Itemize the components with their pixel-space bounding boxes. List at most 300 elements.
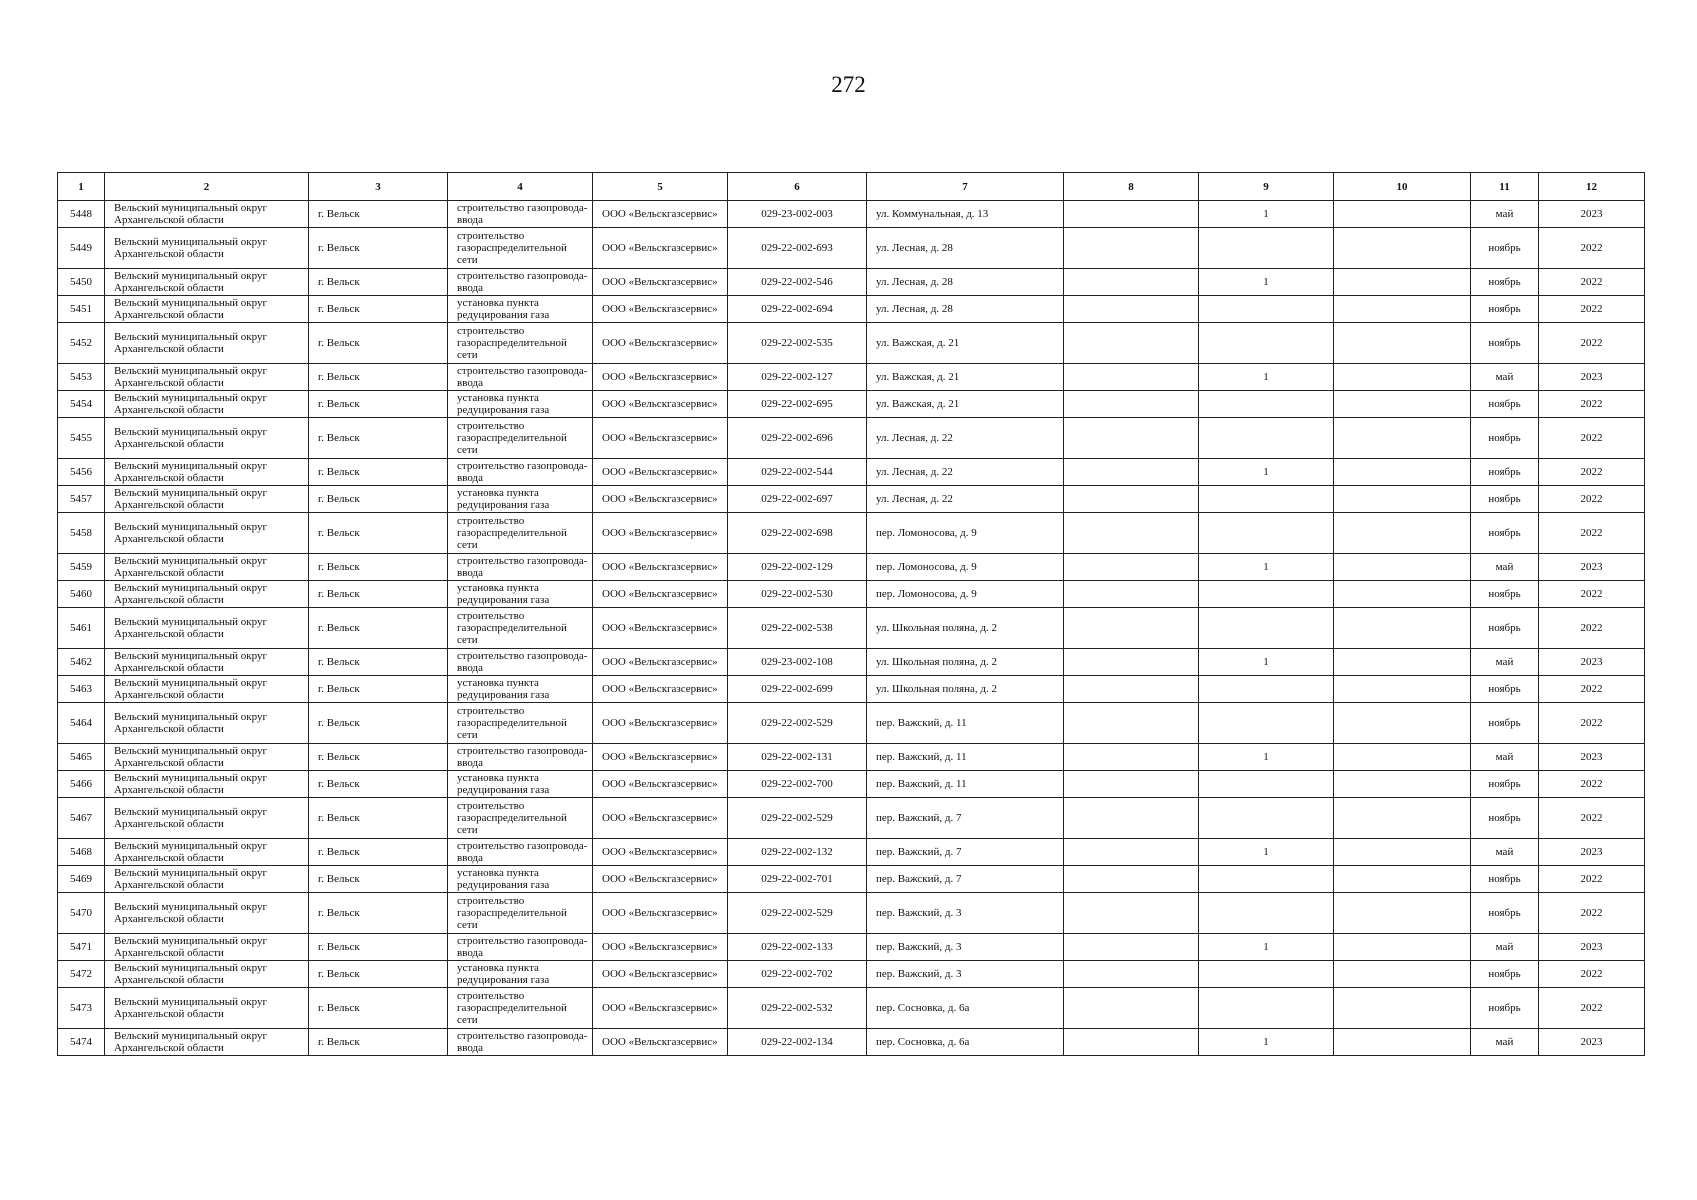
table-row: [58, 269, 1645, 296]
settlement-cell: г. Вельск: [309, 703, 448, 744]
column-8-cell: [1064, 649, 1199, 676]
year-cell: 2022: [1539, 771, 1645, 798]
work-type-cell: строительство газопровода-ввода: [448, 1029, 593, 1056]
address-cell: пер. Важский, д. 11: [867, 771, 1064, 798]
organization-cell: ООО «Вельскгазсервис»: [593, 703, 728, 744]
column-9-cell: [1199, 581, 1334, 608]
object-code-cell: 029-22-002-532: [728, 988, 867, 1029]
column-header: 11: [1471, 173, 1539, 201]
year-cell: 2022: [1539, 676, 1645, 703]
row-number-cell: 5450: [58, 269, 105, 296]
column-8-cell: [1064, 269, 1199, 296]
row-number-cell: 5457: [58, 486, 105, 513]
object-code-cell: 029-22-002-535: [728, 323, 867, 364]
work-type-cell: установка пункта редуцирования газа: [448, 771, 593, 798]
address-cell: пер. Важский, д. 11: [867, 744, 1064, 771]
row-number-cell: 5449: [58, 228, 105, 269]
column-9-cell: [1199, 988, 1334, 1029]
column-9-cell: 1: [1199, 364, 1334, 391]
column-9-cell: 1: [1199, 459, 1334, 486]
address-cell: пер. Важский, д. 3: [867, 893, 1064, 934]
table-row: [58, 771, 1645, 798]
year-cell: 2022: [1539, 988, 1645, 1029]
column-9-cell: 1: [1199, 649, 1334, 676]
organization-cell: ООО «Вельскгазсервис»: [593, 554, 728, 581]
column-9-cell: [1199, 228, 1334, 269]
object-code-cell: 029-22-002-127: [728, 364, 867, 391]
row-number-cell: 5468: [58, 839, 105, 866]
object-code-cell: 029-22-002-701: [728, 866, 867, 893]
organization-cell: ООО «Вельскгазсервис»: [593, 486, 728, 513]
year-cell: 2022: [1539, 798, 1645, 839]
table-row: [58, 391, 1645, 418]
work-type-cell: строительство газораспределительной сети: [448, 988, 593, 1029]
organization-cell: ООО «Вельскгазсервис»: [593, 744, 728, 771]
row-number-cell: 5455: [58, 418, 105, 459]
table-row: [58, 554, 1645, 581]
column-8-cell: [1064, 296, 1199, 323]
address-cell: ул. Школьная поляна, д. 2: [867, 608, 1064, 649]
table-row: [58, 744, 1645, 771]
year-cell: 2022: [1539, 323, 1645, 364]
municipality-cell: Вельский муниципальный округ Архангельской области: [105, 771, 309, 798]
column-8-cell: [1064, 839, 1199, 866]
object-code-cell: 029-22-002-694: [728, 296, 867, 323]
month-cell: ноябрь: [1471, 459, 1539, 486]
column-10-cell: [1334, 676, 1471, 703]
column-8-cell: [1064, 581, 1199, 608]
month-cell: май: [1471, 839, 1539, 866]
row-number-cell: 5474: [58, 1029, 105, 1056]
column-8-cell: [1064, 418, 1199, 459]
column-8-cell: [1064, 988, 1199, 1029]
column-10-cell: [1334, 771, 1471, 798]
table-row: [58, 418, 1645, 459]
column-9-cell: [1199, 391, 1334, 418]
month-cell: май: [1471, 649, 1539, 676]
object-code-cell: 029-22-002-538: [728, 608, 867, 649]
month-cell: ноябрь: [1471, 893, 1539, 934]
settlement-cell: г. Вельск: [309, 608, 448, 649]
address-cell: пер. Важский, д. 3: [867, 934, 1064, 961]
settlement-cell: г. Вельск: [309, 839, 448, 866]
table-row: [58, 893, 1645, 934]
column-9-cell: 1: [1199, 269, 1334, 296]
municipality-cell: Вельский муниципальный округ Архангельской области: [105, 418, 309, 459]
table-row: [58, 676, 1645, 703]
month-cell: ноябрь: [1471, 296, 1539, 323]
settlement-cell: г. Вельск: [309, 961, 448, 988]
table-row: [58, 649, 1645, 676]
municipality-cell: Вельский муниципальный округ Архангельской области: [105, 554, 309, 581]
address-cell: пер. Важский, д. 3: [867, 961, 1064, 988]
object-code-cell: 029-22-002-129: [728, 554, 867, 581]
column-10-cell: [1334, 391, 1471, 418]
work-type-cell: строительство газораспределительной сети: [448, 798, 593, 839]
municipality-cell: Вельский муниципальный округ Архангельской области: [105, 364, 309, 391]
address-cell: пер. Важский, д. 7: [867, 866, 1064, 893]
municipality-cell: Вельский муниципальный округ Архангельской области: [105, 581, 309, 608]
month-cell: ноябрь: [1471, 323, 1539, 364]
year-cell: 2022: [1539, 866, 1645, 893]
column-8-cell: [1064, 554, 1199, 581]
year-cell: 2022: [1539, 418, 1645, 459]
year-cell: 2023: [1539, 649, 1645, 676]
column-8-cell: [1064, 486, 1199, 513]
work-type-cell: строительство газопровода-ввода: [448, 269, 593, 296]
address-cell: пер. Важский, д. 11: [867, 703, 1064, 744]
municipality-cell: Вельский муниципальный округ Архангельской области: [105, 961, 309, 988]
organization-cell: ООО «Вельскгазсервис»: [593, 269, 728, 296]
table-row: [58, 364, 1645, 391]
month-cell: ноябрь: [1471, 771, 1539, 798]
object-code-cell: 029-22-002-529: [728, 798, 867, 839]
column-header: 10: [1334, 173, 1471, 201]
address-cell: ул. Лесная, д. 28: [867, 269, 1064, 296]
year-cell: 2023: [1539, 744, 1645, 771]
address-cell: ул. Коммунальная, д. 13: [867, 201, 1064, 228]
work-type-cell: строительство газопровода-ввода: [448, 839, 593, 866]
address-cell: ул. Школьная поляна, д. 2: [867, 649, 1064, 676]
settlement-cell: г. Вельск: [309, 934, 448, 961]
table-row: [58, 703, 1645, 744]
column-header: 1: [58, 173, 105, 201]
column-9-cell: [1199, 961, 1334, 988]
year-cell: 2022: [1539, 703, 1645, 744]
column-9-cell: [1199, 323, 1334, 364]
table-row: [58, 608, 1645, 649]
month-cell: май: [1471, 554, 1539, 581]
column-10-cell: [1334, 744, 1471, 771]
table-row: [58, 201, 1645, 228]
column-10-cell: [1334, 459, 1471, 486]
table-row: [58, 459, 1645, 486]
table-row: [58, 296, 1645, 323]
settlement-cell: г. Вельск: [309, 649, 448, 676]
row-number-cell: 5463: [58, 676, 105, 703]
object-code-cell: 029-22-002-698: [728, 513, 867, 554]
column-8-cell: [1064, 866, 1199, 893]
object-code-cell: 029-22-002-693: [728, 228, 867, 269]
column-10-cell: [1334, 228, 1471, 269]
year-cell: 2023: [1539, 934, 1645, 961]
row-number-cell: 5461: [58, 608, 105, 649]
work-type-cell: строительство газораспределительной сети: [448, 323, 593, 364]
organization-cell: ООО «Вельскгазсервис»: [593, 649, 728, 676]
municipality-cell: Вельский муниципальный округ Архангельской области: [105, 296, 309, 323]
work-type-cell: строительство газопровода-ввода: [448, 649, 593, 676]
work-type-cell: строительство газопровода-ввода: [448, 744, 593, 771]
year-cell: 2022: [1539, 228, 1645, 269]
column-8-cell: [1064, 798, 1199, 839]
address-cell: пер. Сосновка, д. 6а: [867, 1029, 1064, 1056]
organization-cell: ООО «Вельскгазсервис»: [593, 934, 728, 961]
municipality-cell: Вельский муниципальный округ Архангельской области: [105, 486, 309, 513]
month-cell: ноябрь: [1471, 391, 1539, 418]
work-type-cell: установка пункта редуцирования газа: [448, 961, 593, 988]
organization-cell: ООО «Вельскгазсервис»: [593, 391, 728, 418]
address-cell: ул. Лесная, д. 22: [867, 486, 1064, 513]
year-cell: 2023: [1539, 201, 1645, 228]
work-type-cell: строительство газопровода-ввода: [448, 554, 593, 581]
column-9-cell: [1199, 418, 1334, 459]
column-10-cell: [1334, 934, 1471, 961]
row-number-cell: 5451: [58, 296, 105, 323]
municipality-cell: Вельский муниципальный округ Архангельской области: [105, 201, 309, 228]
work-type-cell: установка пункта редуцирования газа: [448, 581, 593, 608]
municipality-cell: Вельский муниципальный округ Архангельской области: [105, 893, 309, 934]
column-header: 3: [309, 173, 448, 201]
address-cell: ул. Лесная, д. 28: [867, 296, 1064, 323]
month-cell: ноябрь: [1471, 866, 1539, 893]
column-10-cell: [1334, 513, 1471, 554]
year-cell: 2022: [1539, 608, 1645, 649]
organization-cell: ООО «Вельскгазсервис»: [593, 364, 728, 391]
work-type-cell: строительство газопровода-ввода: [448, 934, 593, 961]
work-type-cell: строительство газораспределительной сети: [448, 513, 593, 554]
month-cell: ноябрь: [1471, 798, 1539, 839]
settlement-cell: г. Вельск: [309, 364, 448, 391]
organization-cell: ООО «Вельскгазсервис»: [593, 608, 728, 649]
month-cell: ноябрь: [1471, 703, 1539, 744]
settlement-cell: г. Вельск: [309, 391, 448, 418]
work-type-cell: строительство газопровода-ввода: [448, 364, 593, 391]
work-type-cell: строительство газораспределительной сети: [448, 418, 593, 459]
column-10-cell: [1334, 581, 1471, 608]
object-code-cell: 029-22-002-529: [728, 893, 867, 934]
settlement-cell: г. Вельск: [309, 228, 448, 269]
month-cell: май: [1471, 364, 1539, 391]
municipality-cell: Вельский муниципальный округ Архангельской области: [105, 323, 309, 364]
row-number-cell: 5464: [58, 703, 105, 744]
object-code-cell: 029-22-002-699: [728, 676, 867, 703]
month-cell: ноябрь: [1471, 581, 1539, 608]
column-10-cell: [1334, 201, 1471, 228]
settlement-cell: г. Вельск: [309, 676, 448, 703]
column-10-cell: [1334, 798, 1471, 839]
row-number-cell: 5452: [58, 323, 105, 364]
table-row: [58, 798, 1645, 839]
object-code-cell: 029-22-002-131: [728, 744, 867, 771]
table-row: [58, 866, 1645, 893]
settlement-cell: г. Вельск: [309, 296, 448, 323]
column-header: 6: [728, 173, 867, 201]
column-9-cell: [1199, 893, 1334, 934]
organization-cell: ООО «Вельскгазсервис»: [593, 459, 728, 486]
organization-cell: ООО «Вельскгазсервис»: [593, 201, 728, 228]
table-row: [58, 1029, 1645, 1056]
column-10-cell: [1334, 323, 1471, 364]
organization-cell: ООО «Вельскгазсервис»: [593, 798, 728, 839]
row-number-cell: 5459: [58, 554, 105, 581]
address-cell: ул. Лесная, д. 28: [867, 228, 1064, 269]
year-cell: 2022: [1539, 486, 1645, 513]
row-number-cell: 5458: [58, 513, 105, 554]
organization-cell: ООО «Вельскгазсервис»: [593, 676, 728, 703]
column-9-cell: [1199, 866, 1334, 893]
address-cell: пер. Ломоносова, д. 9: [867, 554, 1064, 581]
month-cell: май: [1471, 1029, 1539, 1056]
table-body: [58, 201, 1645, 1056]
municipality-cell: Вельский муниципальный округ Архангельской области: [105, 744, 309, 771]
organization-cell: ООО «Вельскгазсервис»: [593, 866, 728, 893]
municipality-cell: Вельский муниципальный округ Архангельской области: [105, 839, 309, 866]
row-number-cell: 5466: [58, 771, 105, 798]
column-8-cell: [1064, 893, 1199, 934]
table-row: [58, 988, 1645, 1029]
row-number-cell: 5472: [58, 961, 105, 988]
address-cell: ул. Важская, д. 21: [867, 323, 1064, 364]
organization-cell: ООО «Вельскгазсервис»: [593, 418, 728, 459]
object-code-cell: 029-23-002-108: [728, 649, 867, 676]
column-10-cell: [1334, 893, 1471, 934]
column-10-cell: [1334, 296, 1471, 323]
column-8-cell: [1064, 228, 1199, 269]
organization-cell: ООО «Вельскгазсервис»: [593, 296, 728, 323]
year-cell: 2023: [1539, 554, 1645, 581]
column-9-cell: 1: [1199, 839, 1334, 866]
column-8-cell: [1064, 703, 1199, 744]
year-cell: 2022: [1539, 513, 1645, 554]
column-8-cell: [1064, 364, 1199, 391]
column-9-cell: [1199, 703, 1334, 744]
column-header: 8: [1064, 173, 1199, 201]
settlement-cell: г. Вельск: [309, 513, 448, 554]
settlement-cell: г. Вельск: [309, 771, 448, 798]
municipality-cell: Вельский муниципальный округ Архангельской области: [105, 1029, 309, 1056]
column-10-cell: [1334, 608, 1471, 649]
header-row: [58, 173, 1645, 201]
column-10-cell: [1334, 649, 1471, 676]
column-8-cell: [1064, 391, 1199, 418]
settlement-cell: г. Вельск: [309, 798, 448, 839]
table-row: [58, 581, 1645, 608]
settlement-cell: г. Вельск: [309, 893, 448, 934]
column-8-cell: [1064, 323, 1199, 364]
object-code-cell: 029-22-002-544: [728, 459, 867, 486]
organization-cell: ООО «Вельскгазсервис»: [593, 581, 728, 608]
municipality-cell: Вельский муниципальный округ Архангельской области: [105, 866, 309, 893]
settlement-cell: г. Вельск: [309, 581, 448, 608]
organization-cell: ООО «Вельскгазсервис»: [593, 228, 728, 269]
address-cell: ул. Лесная, д. 22: [867, 418, 1064, 459]
register-table: [57, 172, 1645, 1056]
municipality-cell: Вельский муниципальный округ Архангельской области: [105, 391, 309, 418]
municipality-cell: Вельский муниципальный округ Архангельской области: [105, 228, 309, 269]
column-10-cell: [1334, 961, 1471, 988]
column-10-cell: [1334, 839, 1471, 866]
work-type-cell: строительство газопровода-ввода: [448, 459, 593, 486]
settlement-cell: г. Вельск: [309, 866, 448, 893]
object-code-cell: 029-22-002-529: [728, 703, 867, 744]
settlement-cell: г. Вельск: [309, 459, 448, 486]
settlement-cell: г. Вельск: [309, 988, 448, 1029]
row-number-cell: 5456: [58, 459, 105, 486]
organization-cell: ООО «Вельскгазсервис»: [593, 323, 728, 364]
municipality-cell: Вельский муниципальный округ Архангельской области: [105, 676, 309, 703]
month-cell: ноябрь: [1471, 418, 1539, 459]
address-cell: пер. Сосновка, д. 6а: [867, 988, 1064, 1029]
address-cell: пер. Важский, д. 7: [867, 798, 1064, 839]
table-row: [58, 961, 1645, 988]
table-row: [58, 486, 1645, 513]
month-cell: ноябрь: [1471, 961, 1539, 988]
organization-cell: ООО «Вельскгазсервис»: [593, 1029, 728, 1056]
column-8-cell: [1064, 934, 1199, 961]
year-cell: 2023: [1539, 1029, 1645, 1056]
table-row: [58, 323, 1645, 364]
municipality-cell: Вельский муниципальный округ Архангельской области: [105, 798, 309, 839]
settlement-cell: г. Вельск: [309, 323, 448, 364]
settlement-cell: г. Вельск: [309, 744, 448, 771]
column-9-cell: 1: [1199, 1029, 1334, 1056]
table-row: [58, 228, 1645, 269]
column-9-cell: [1199, 771, 1334, 798]
address-cell: пер. Важский, д. 7: [867, 839, 1064, 866]
object-code-cell: 029-22-002-132: [728, 839, 867, 866]
row-number-cell: 5473: [58, 988, 105, 1029]
organization-cell: ООО «Вельскгазсервис»: [593, 513, 728, 554]
column-9-cell: [1199, 798, 1334, 839]
column-10-cell: [1334, 1029, 1471, 1056]
column-9-cell: [1199, 608, 1334, 649]
municipality-cell: Вельский муниципальный округ Архангельской области: [105, 703, 309, 744]
month-cell: май: [1471, 201, 1539, 228]
work-type-cell: установка пункта редуцирования газа: [448, 391, 593, 418]
month-cell: ноябрь: [1471, 608, 1539, 649]
year-cell: 2023: [1539, 364, 1645, 391]
work-type-cell: установка пункта редуцирования газа: [448, 866, 593, 893]
month-cell: май: [1471, 934, 1539, 961]
row-number-cell: 5448: [58, 201, 105, 228]
object-code-cell: 029-23-002-003: [728, 201, 867, 228]
row-number-cell: 5460: [58, 581, 105, 608]
column-9-cell: [1199, 296, 1334, 323]
column-8-cell: [1064, 744, 1199, 771]
column-10-cell: [1334, 554, 1471, 581]
municipality-cell: Вельский муниципальный округ Архангельской области: [105, 269, 309, 296]
organization-cell: ООО «Вельскгазсервис»: [593, 771, 728, 798]
column-10-cell: [1334, 364, 1471, 391]
row-number-cell: 5469: [58, 866, 105, 893]
column-8-cell: [1064, 771, 1199, 798]
address-cell: пер. Ломоносова, д. 9: [867, 513, 1064, 554]
year-cell: 2022: [1539, 296, 1645, 323]
work-type-cell: установка пункта редуцирования газа: [448, 676, 593, 703]
year-cell: 2022: [1539, 391, 1645, 418]
settlement-cell: г. Вельск: [309, 1029, 448, 1056]
row-number-cell: 5462: [58, 649, 105, 676]
object-code-cell: 029-22-002-700: [728, 771, 867, 798]
column-10-cell: [1334, 418, 1471, 459]
month-cell: ноябрь: [1471, 676, 1539, 703]
object-code-cell: 029-22-002-530: [728, 581, 867, 608]
column-10-cell: [1334, 269, 1471, 296]
work-type-cell: строительство газопровода-ввода: [448, 201, 593, 228]
column-8-cell: [1064, 513, 1199, 554]
row-number-cell: 5465: [58, 744, 105, 771]
object-code-cell: 029-22-002-696: [728, 418, 867, 459]
work-type-cell: строительство газораспределительной сети: [448, 608, 593, 649]
municipality-cell: Вельский муниципальный округ Архангельской области: [105, 649, 309, 676]
column-header: 9: [1199, 173, 1334, 201]
address-cell: ул. Важская, д. 21: [867, 364, 1064, 391]
address-cell: ул. Школьная поляна, д. 2: [867, 676, 1064, 703]
month-cell: ноябрь: [1471, 228, 1539, 269]
address-cell: ул. Важская, д. 21: [867, 391, 1064, 418]
column-9-cell: [1199, 486, 1334, 513]
work-type-cell: строительство газораспределительной сети: [448, 228, 593, 269]
